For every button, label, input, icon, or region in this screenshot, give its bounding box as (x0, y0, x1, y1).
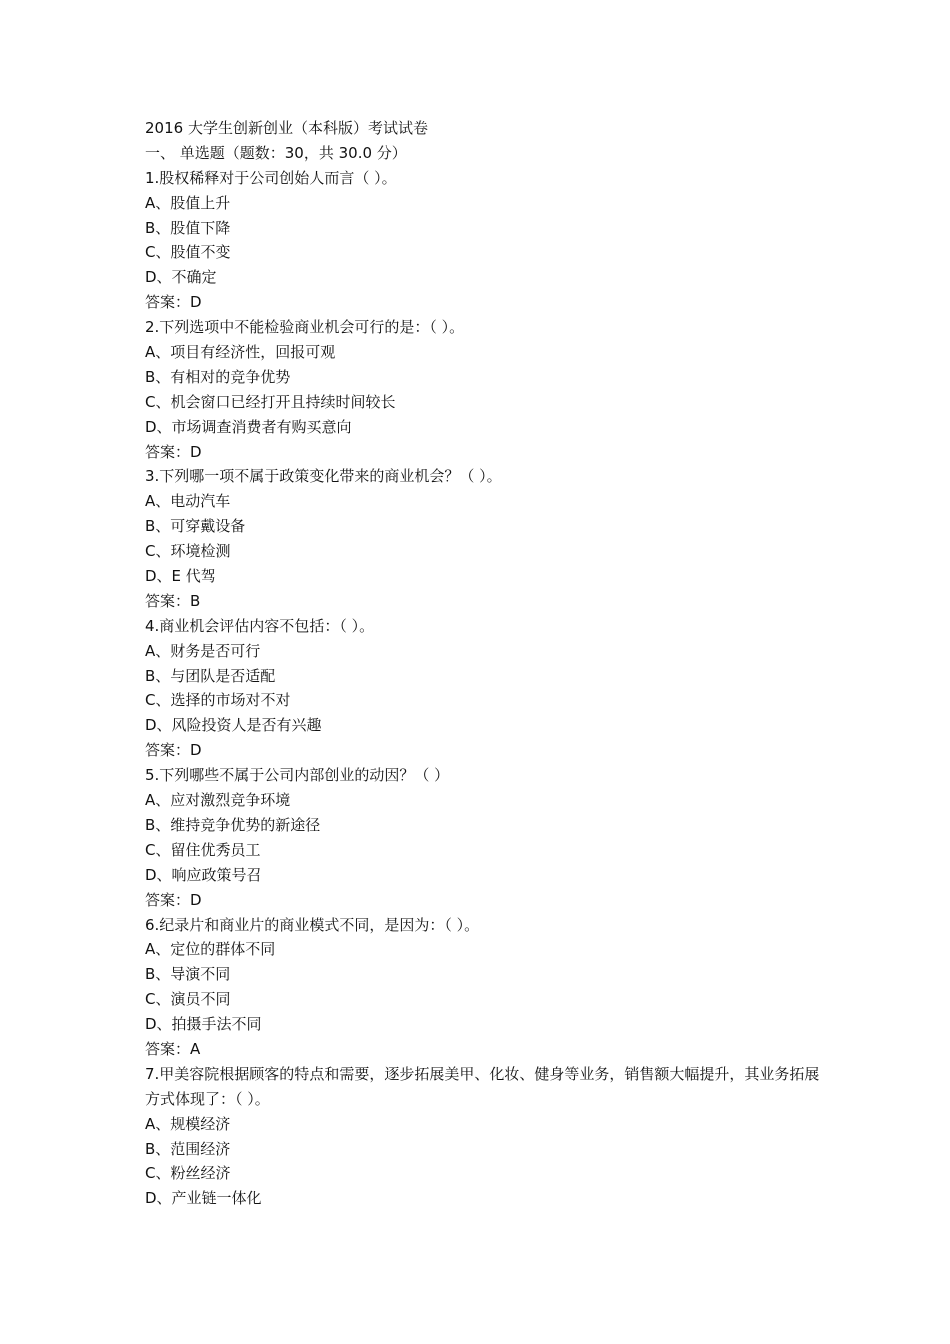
option-b: B、维持竞争优势的新途径 (145, 815, 321, 834)
option-a: A、应对激烈竞争环境 (145, 791, 291, 810)
option-a: A、项目有经济性，回报可观 (145, 343, 336, 362)
question-4 (145, 614, 825, 763)
option-d: D、市场调查消费者有购买意向 (145, 417, 352, 436)
option-c: C、粉丝经济 (145, 1164, 231, 1183)
option-c: C、股值不变 (145, 243, 231, 262)
question-stem: 1.股权稀释对于公司创始人而言（ ）。 (145, 168, 397, 187)
option-c: C、演员不同 (145, 990, 231, 1009)
option-a: A、电动汽车 (145, 492, 231, 511)
question-2 (145, 315, 825, 464)
question-stem: 6.纪录片和商业片的商业模式不同，是因为：（ ）。 (145, 915, 480, 934)
question-stem: 3.下列哪一项不属于政策变化带来的商业机会？（ ）。 (145, 467, 502, 486)
option-c: C、选择的市场对不对 (145, 691, 291, 710)
question-3 (145, 464, 825, 613)
option-c: C、环境检测 (145, 542, 231, 561)
question-5 (145, 763, 825, 912)
option-d: D、产业链一体化 (145, 1189, 262, 1208)
question-stem: 2.下列选项中不能检验商业机会可行的是：（ ）。 (145, 318, 465, 337)
option-b: B、可穿戴设备 (145, 517, 246, 536)
answer: 答案：D (145, 293, 202, 312)
option-b: B、导演不同 (145, 965, 231, 984)
question-stem: 7.甲美容院根据顾客的特点和需要，逐步拓展美甲、化妆、健身等业务，销售额大幅提升，其业务拓展方式体现了：（ ）。 (145, 1064, 820, 1108)
answer: 答案：D (145, 890, 202, 909)
section-heading: 一、 单选题（题数：30，共 30.0 分） (145, 143, 407, 162)
option-b: B、与团队是否适配 (145, 666, 276, 685)
answer: 答案：D (145, 442, 202, 461)
option-a: A、规模经济 (145, 1114, 231, 1133)
option-d: D、不确定 (145, 268, 217, 287)
question-6 (145, 913, 825, 1062)
question-7 (145, 1062, 825, 1211)
option-a: A、财务是否可行 (145, 641, 261, 660)
answer: 答案：D (145, 741, 202, 760)
option-a: A、定位的群体不同 (145, 940, 276, 959)
exam-title: 2016 大学生创新创业（本科版）考试试卷 (145, 119, 428, 137)
option-c: C、留住优秀员工 (145, 840, 261, 859)
question-1 (145, 166, 825, 315)
option-d: D、拍摄手法不同 (145, 1015, 262, 1034)
question-stem: 4.商业机会评估内容不包括：（ ）。 (145, 616, 375, 635)
exam-content (145, 116, 825, 1211)
option-c: C、机会窗口已经打开且持续时间较长 (145, 392, 396, 411)
question-stem: 5.下列哪些不属于公司内部创业的动因？（ ） (145, 766, 450, 785)
option-d: D、响应政策号召 (145, 865, 262, 884)
option-d: D、E 代驾 (145, 567, 216, 586)
option-d: D、风险投资人是否有兴趣 (145, 716, 322, 735)
option-b: B、范围经济 (145, 1139, 231, 1158)
option-b: B、股值下降 (145, 218, 231, 237)
option-a: A、股值上升 (145, 193, 231, 212)
option-b: B、有相对的竞争优势 (145, 367, 291, 386)
answer: 答案：A (145, 1039, 201, 1058)
answer: 答案：B (145, 591, 201, 610)
